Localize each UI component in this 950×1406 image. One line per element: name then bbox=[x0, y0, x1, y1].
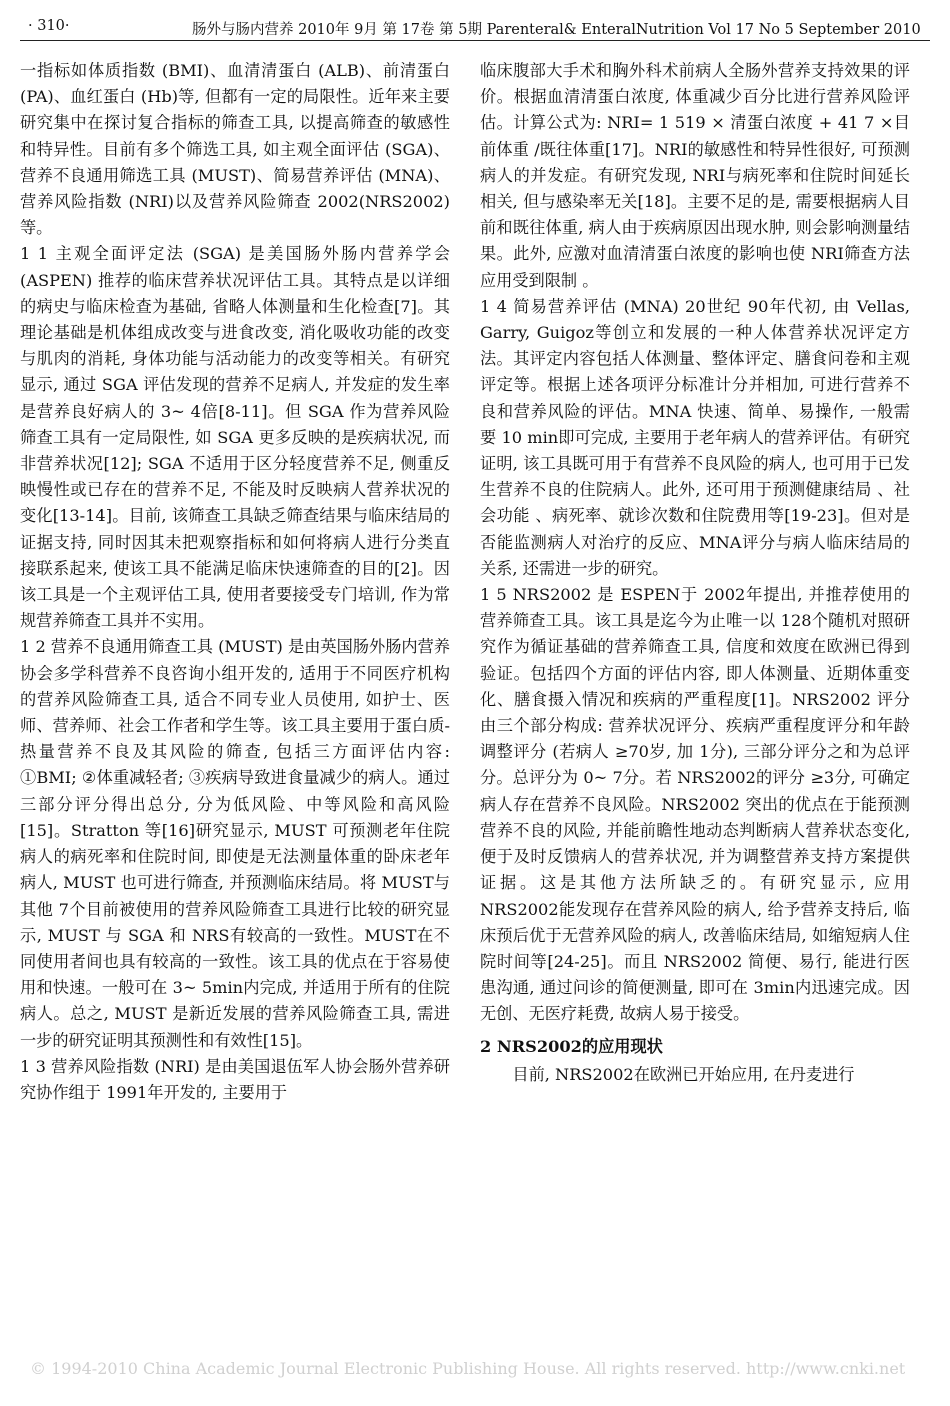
section-1-5: 1 5 NRS2002 是 ESPEN于 2002年提出, 并推荐使用的营养筛查工具。该工具是迄今为止唯一以 128个随机对照研究作为循证基础的营养筛查工具, 信度和效度在欧洲已得到验证。包括四个方面的评估内容, 即人体测量、近期体重变化、膳食摄入情况和疾病的严重程度[1]。NRS2002 评分由三个部分构成: 营养状况评分、疾病严重程度评分和年龄调整评分 (若病人 ≥70岁, 加 1分), 三部分评分之和为总评分。总评分为 0~ 7分。若 NRS2002的评分 ≥3分, 可确定病人存在营养不良风险。NRS2002 突出的优点在于能预测营养不良的风险, 并能前瞻性地动态判断病人营养状态变化, 便于及时反馈病人的营养状况, 并为调整营养支持方案提供证据。这是其他方法所缺乏的。有研究显示, 应用 NRS2002能发现存在营养风险的病人, 给予营养支持后, 临床预后优于无营养风险的病人, 改善临床结局, 如缩短病人住院时间等[24-25]。而且 NRS2002 简便、易行, 能进行医患沟通, 通过问诊的简便测量, 即可在 3min内迅速完成。因无创、无医疗耗费, 故病人易于接受。 bbox=[480, 585, 910, 1024]
section-1-4: 1 4 简易营养评估 (MNA) 20世纪 90年代初, 由 Vellas, Garry, Guigoz等创立和发展的一种人体营养状况评定方法。其评定内容包括人体测量、整体评定、膳食问卷和主观评定等。根据上述各项评分标准计分并相加, 可进行营养不良和营养风险的评估。MNA 快速、简单、易操作, 一般需要 10 min即可完成, 主要用于老年病人的营养评估。有研究证明, 该工具既可用于有营养不良风险的病人, 也可用于已发生营养不良的住院病人。此外, 还可用于预测健康结局 、社会功能 、病死率、就诊次数和住院费用等[19-23]。但对是否能监测病人对治疗的反应、MNA评分与病人临床结局的关系, 还需进一步的研究。 bbox=[480, 296, 910, 578]
section-1-1: 1 1 主观全面评定法 (SGA) 是美国肠外肠内营养学会 (ASPEN) 推荐的临床营养状况评估工具。其特点是以详细的病史与临床检查为基础, 省略人体测量和生化检查[7]。其理论基础是机体组成改变与进食改变, 消化吸收功能的改变与肌肉的消耗, 身体功能与活动能力的改变等相关。有研究显示, 通过 SGA 评估发现的营养不足病人, 并发症的发生率是营养良好病人的 3~ 4倍[8-11]。但 SGA 作为营养风险筛查工具有一定局限性, 如 SGA 更多反映的是疾病状况, 而非营养状况[12]; SGA 不适用于区分轻度营养不足, 侧重反映慢性或已存在的营养不足, 不能及时反映病人营养状况的变化[13-14]。目前, 该筛查工具缺乏筛查结果与临床结局的证据支持, 同时因其未把观察指标和如何将病人进行分类直接联系起来, 使该工具不能满足临床快速筛查的目的[2]。因该工具是一个主观评估工具, 使用者要接受专门培训, 作为常规营养筛查工具并不实用。 bbox=[20, 244, 450, 631]
section-1-2: 1 2 营养不良通用筛查工具 (MUST) 是由英国肠外肠内营养协会多学科营养不良咨询小组开发的, 适用于不同医疗机构的营养风险筛查工具, 适合不同专业人员使用, 如护士、医师、营养师、社会工作者和学生等。该工具主要用于蛋白质-热量营养不良及其风险的筛查, 包括三方面评估内容: ①BMI; ②体重减轻者; ③疾病导致进食量减少的病人。通过三部分评分得出总分, 分为低风险、中等风险和高风险[15]。Stratton 等[16]研究显示, MUST 可预测老年住院病人的病死率和住院时间, 即使是无法测量体重的卧床老年病人, MUST 也可进行筛查, 并预测临床结局。将 MUST与其他 7个目前被使用的营养风险筛查工具进行比较的研究显示, MUST 与 SGA 和 NRS有较高的一致性。MUST在不同使用者间也具有较高的一致性。该工具的优点在于容易使用和快速。一般可在 3~ 5min内完成, 并适用于所有的住院病人。总之, MUST 是新近发展的营养风险筛查工具, 需进一步的研究证明其预测性和有效性[15]。 bbox=[20, 637, 450, 1050]
right-column bbox=[480, 58, 910, 1088]
paragraph: 临床腹部大手术和胸外科术前病人全肠外营养支持效果的评价。根据血清清蛋白浓度, 体重减少百分比进行营养风险评估。计算公式为: NRI= 1 519 × 清蛋白浓度 + 41 7 ×目前体重 /既往体重[17]。NRI的敏感性和特异性很好, 可预测病人的并发症。有研究发现, NRI与病死率和住院时间延长相关, 但与感染率无关[18]。主要不足的是, 需要根据病人目前和既往体重, 病人由于疾病原因出现水肿, 则会影响测量结果。此外, 应激对血清清蛋白浓度的影响也使 NRI筛查方法应用受到限制 。 bbox=[480, 61, 910, 290]
copyright-watermark: © 1994-2010 China Academic Journal Electronic Publishing House. All rights reserved. http://www.cnki.net bbox=[30, 1359, 906, 1378]
page-number: · 310· bbox=[28, 18, 70, 34]
journal-info: 肠外与肠内营养 2010年 9月 第 17卷 第 5期 Parenteral& EnteralNutrition Vol 17 No 5 September 2010 bbox=[192, 22, 921, 38]
page-header bbox=[20, 14, 930, 41]
left-column bbox=[20, 58, 450, 1106]
section-1-3: 1 3 营养风险指数 (NRI) 是由美国退伍军人协会肠外营养研究协作组于 1991年开发的, 主要用于 bbox=[20, 1056, 450, 1102]
section-2-heading: 2 NRS2002的应用现状 bbox=[480, 1036, 663, 1056]
paragraph: 目前, NRS2002在欧洲已开始应用, 在丹麦进行 bbox=[512, 1064, 855, 1084]
paragraph: 一指标如体质指数 (BMI)、血清清蛋白 (ALB)、前清蛋白 (PA)、血红蛋白 (Hb)等, 但都有一定的局限性。近年来主要研究集中在探讨复合指标的筛查工具, 以提高筛查的敏感性和特异性。目前有多个筛选工具, 如主观全面评估 (SGA)、营养不良通用筛选工具 (MUST)、简易营养评估 (MNA)、营养风险指数 (NRI)以及营养风险筛查 2002(NRS2002)等。 bbox=[20, 61, 450, 238]
